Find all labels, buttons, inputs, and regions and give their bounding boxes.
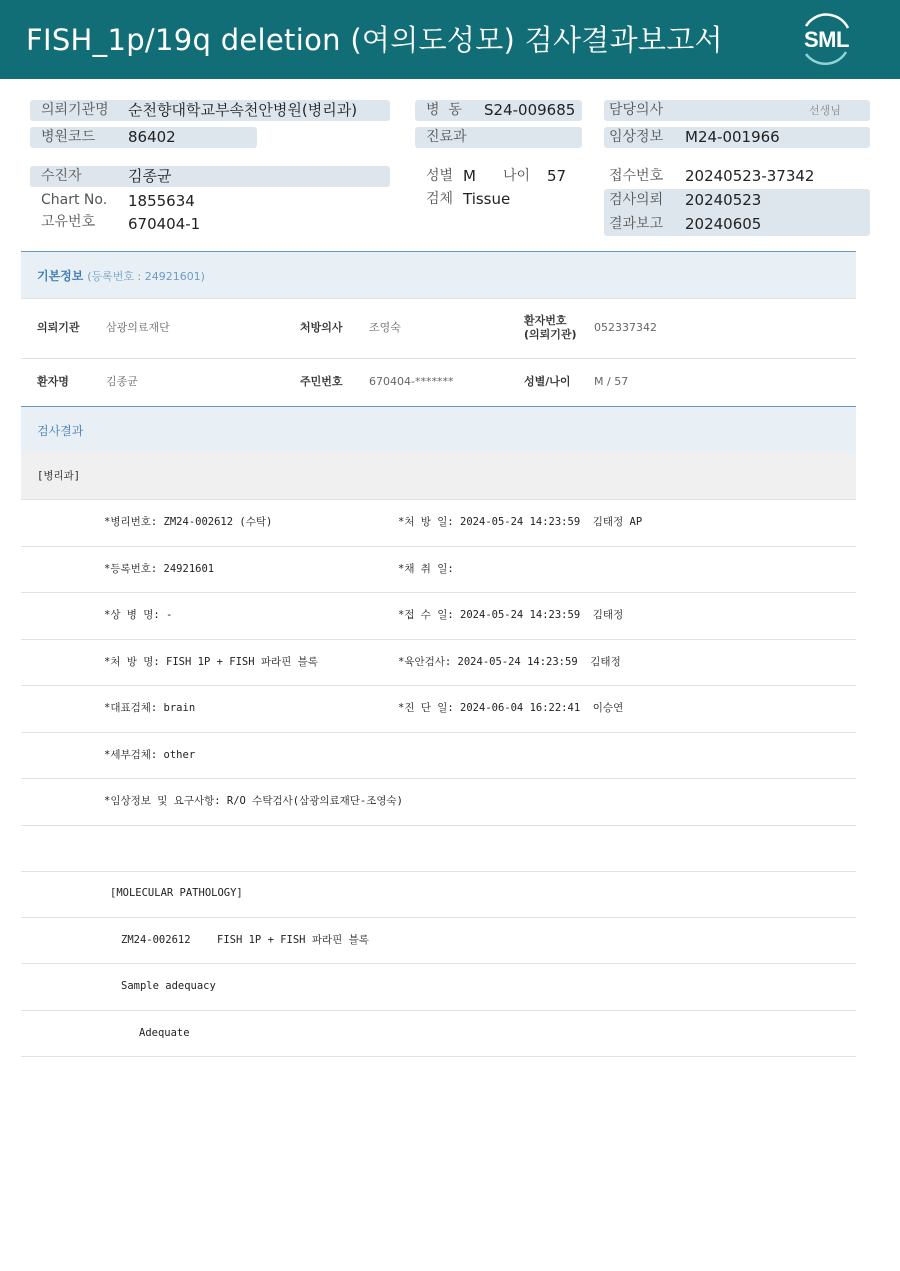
divider <box>21 639 856 640</box>
inst-label: 의뢰기관 <box>37 321 80 334</box>
basic-info-title <box>37 267 205 284</box>
name-value: 김종균 <box>106 375 138 388</box>
divider <box>21 546 856 547</box>
sexage-value: M / 57 <box>594 375 629 388</box>
divider <box>21 298 856 299</box>
sex-value: M <box>463 167 476 185</box>
referring-institution-value: 순천향대학교부속천안병원(병리과) <box>128 101 358 119</box>
dept-band <box>21 453 856 499</box>
divider <box>21 592 856 593</box>
sex-label: 성별 <box>426 168 454 184</box>
result-line-right: *채 취 일: <box>398 563 454 575</box>
chart-value: 1855634 <box>128 192 195 210</box>
basic-info-title-text: 기본정보 <box>37 269 84 283</box>
clinical-info-value: M24-001966 <box>685 128 780 146</box>
report-label: 결과보고 <box>609 216 664 232</box>
prescriber-label: 처방의사 <box>300 321 343 334</box>
results-header <box>21 406 856 453</box>
divider <box>21 732 856 733</box>
result-line-left: *등록번호: 24921601 <box>104 563 215 575</box>
patient-bg <box>30 166 390 187</box>
divider <box>21 685 856 686</box>
divider <box>21 871 856 872</box>
sml-logo <box>796 12 856 66</box>
result-line-left: *임상정보 및 요구사항: R/O 수탁검사(삼광의료재단-조영숙) <box>104 795 404 807</box>
ward-value: S24-009685 <box>484 101 576 119</box>
rrn-label: 주민번호 <box>300 375 343 388</box>
patient-no-label-2: (의뢰기관) <box>524 328 577 341</box>
divider <box>21 358 856 359</box>
result-line-left: *상 병 명: - <box>104 609 173 621</box>
result-line-right: *접 수 일: 2024-05-24 14:23:59 김태정 <box>398 609 624 621</box>
result-line-right: *진 단 일: 2024-06-04 16:22:41 이승연 <box>398 702 624 714</box>
report-value: 20240605 <box>685 215 762 233</box>
divider <box>21 1056 856 1057</box>
inst-value: 삼광의료재단 <box>106 321 170 334</box>
specimen-value: Tissue <box>463 190 511 208</box>
divider <box>21 825 856 826</box>
molecular-test: FISH 1P + FISH 파라핀 블록 <box>217 934 369 946</box>
sexage-label: 성별/나이 <box>524 375 571 388</box>
divider <box>21 963 856 964</box>
age-label: 나이 <box>503 168 531 184</box>
chart-label: Chart No. <box>41 192 108 208</box>
patient-no-label-1: 환자번호 <box>524 314 567 327</box>
divider <box>21 917 856 918</box>
unique-label: 고유번호 <box>41 214 96 230</box>
result-line-left: *세부검체: other <box>104 749 196 761</box>
result-line-left: *처 방 명: FISH 1P + FISH 파라핀 블록 <box>104 656 318 668</box>
molecular-header: [MOLECULAR PATHOLOGY] <box>110 887 243 899</box>
patient-no-value: 052337342 <box>594 321 657 334</box>
results-title: 검사결과 <box>37 424 84 438</box>
dept-label: [병리과] <box>37 470 81 482</box>
patient-label: 수진자 <box>41 168 82 184</box>
divider <box>21 499 856 500</box>
result-line-right: *처 방 일: 2024-05-24 14:23:59 김태정 AP <box>398 516 643 528</box>
age-value: 57 <box>547 167 567 185</box>
specimen-label: 검체 <box>426 191 454 207</box>
hospital-code-label: 병원코드 <box>41 129 96 145</box>
adequacy-value: Adequate <box>139 1027 190 1039</box>
reception-value: 20240523-37342 <box>685 167 815 185</box>
request-label: 검사의뢰 <box>609 192 664 208</box>
report-title: FISH_1p/19q deletion (여의도성모) 검사결과보고서 <box>26 23 723 57</box>
prescriber-value: 조영숙 <box>369 321 401 334</box>
referring-institution-label: 의뢰기관명 <box>41 102 109 118</box>
clinical-info-label: 임상정보 <box>609 129 664 145</box>
report-header <box>0 0 900 79</box>
hospital-code-value: 86402 <box>128 128 176 146</box>
basic-info-reg: (등록번호 : 24921601) <box>87 270 205 283</box>
result-line-left: *병리번호: ZM24-002612 (수탁) <box>104 516 273 528</box>
divider <box>21 1010 856 1011</box>
request-value: 20240523 <box>685 191 762 209</box>
logo-text: SML <box>804 27 849 52</box>
department-label: 진료과 <box>426 129 467 145</box>
divider <box>21 778 856 779</box>
adequacy-label: Sample adequacy <box>121 980 216 992</box>
unique-value: 670404-1 <box>128 215 201 233</box>
doctor-suffix: 선생님 <box>809 104 841 117</box>
result-line-right: *육안검사: 2024-05-24 14:23:59 김태정 <box>398 656 621 668</box>
doctor-label: 담당의사 <box>609 102 664 118</box>
patient-value: 김종균 <box>128 167 172 185</box>
molecular-id: ZM24-002612 <box>121 934 191 946</box>
ward-label: 병 동 <box>426 102 462 118</box>
rrn-value: 670404-******* <box>369 375 454 388</box>
result-line-left: *대표검체: brain <box>104 702 196 714</box>
name-label: 환자명 <box>37 375 69 388</box>
reception-label: 접수번호 <box>609 168 664 184</box>
